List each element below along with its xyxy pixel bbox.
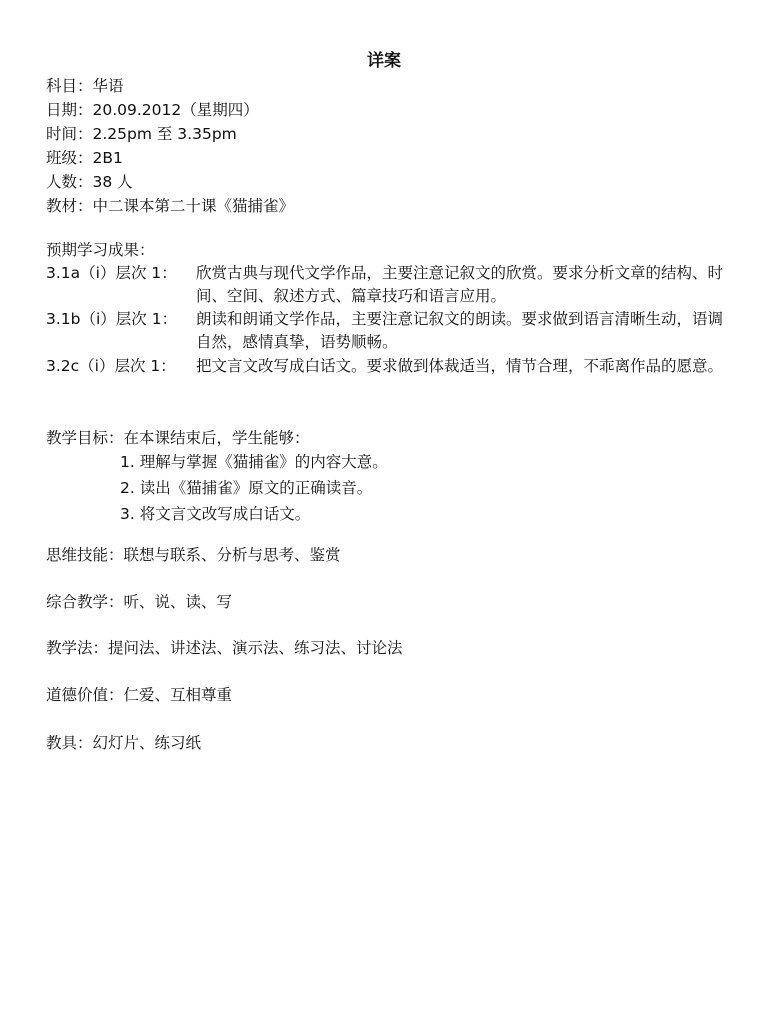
- outcome-item: [46, 262, 726, 308]
- moral-values-line: 道德价值：仁爱、互相尊重: [46, 686, 233, 704]
- outcome-code: 3.2c（i）层次 1：: [46, 357, 176, 375]
- outcome-text: 把文言文改写成白话文。要求做到体裁适当，情节合理，不乖离作品的愿意。: [196, 357, 724, 375]
- subject-line: 科目：华语: [46, 77, 124, 95]
- thinking-skills-line: 思维技能：联想与联系、分析与思考、鉴赏: [46, 546, 341, 564]
- date-line: 日期：20.09.2012（星期四）: [46, 101, 259, 119]
- outcome-text: 欣赏古典与现代文学作品，主要注意记叙文的欣赏。要求分析文章的结构、时间、空间、叙述方式、篇章技巧和语言应用。: [196, 264, 724, 305]
- teaching-methods-line: 教学法：提问法、讲述法、演示法、练习法、讨论法: [46, 639, 403, 657]
- outcome-code: 3.1a（i）层次 1：: [46, 264, 177, 282]
- outcome-item: [46, 308, 726, 354]
- teaching-aids-line: 教具：幻灯片、练习纸: [46, 734, 202, 752]
- material-line: 教材：中二课本第二十课《猫捕雀》: [46, 197, 295, 215]
- objective-item: 2. 读出《猫捕雀》原文的正确读音。: [120, 479, 373, 497]
- outcomes-heading: 预期学习成果：: [46, 241, 155, 259]
- objective-item: 1. 理解与掌握《猫捕雀》的内容大意。: [120, 453, 388, 471]
- objectives-heading: 教学目标：在本课结束后，学生能够：: [46, 429, 310, 447]
- objective-item: 3. 将文言文改写成白话文。: [120, 505, 311, 523]
- integrated-teaching-line: 综合教学：听、说、读、写: [46, 593, 233, 611]
- student-count-line: 人数：38 人: [46, 173, 133, 191]
- outcome-item: [46, 355, 726, 378]
- outcome-text: 朗读和朗诵文学作品，主要注意记叙文的朗读。要求做到语言清晰生动，语调自然，感情真挚，语势顺畅。: [196, 310, 724, 351]
- outcome-code: 3.1b（i）层次 1：: [46, 310, 178, 328]
- page-title: 详案: [367, 51, 401, 71]
- class-line: 班级：2B1: [46, 149, 123, 167]
- time-line: 时间：2.25pm 至 3.35pm: [46, 125, 237, 143]
